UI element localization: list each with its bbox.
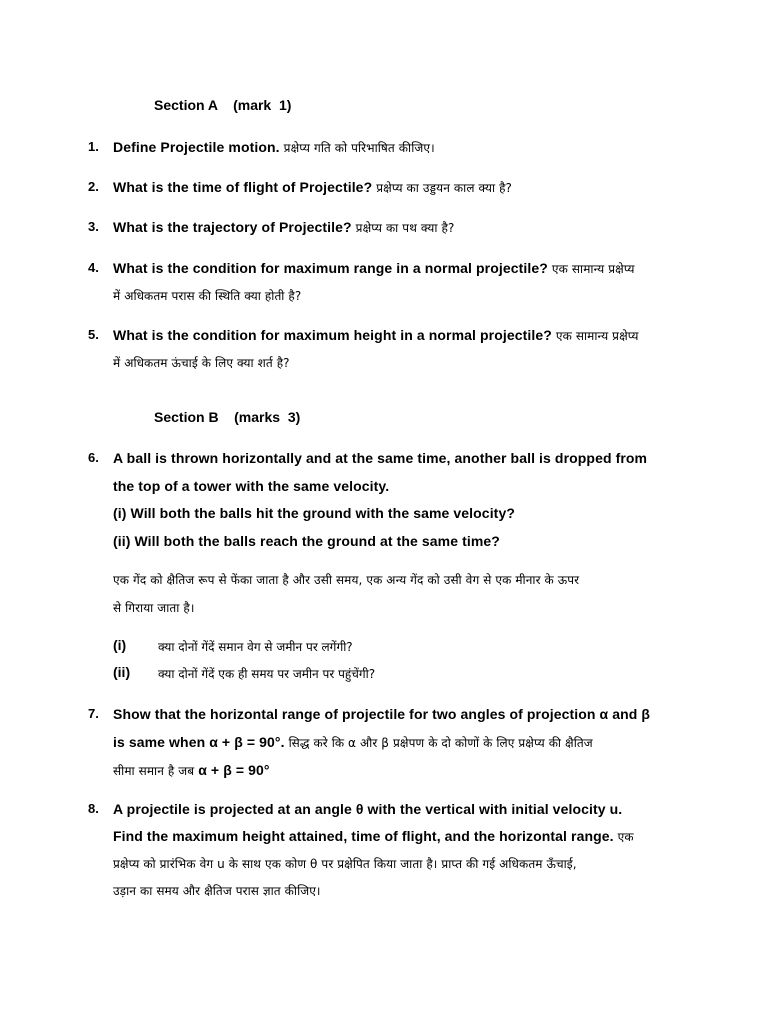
question-number: 4. — [88, 260, 99, 275]
question-formula: α + β = 90° — [198, 762, 270, 778]
question-text-en: A projectile is projected at an angle θ with the vertical with initial velocity u. — [113, 801, 623, 817]
section-b-heading: Section B (marks 3) — [154, 409, 301, 425]
section-a-heading: Section A (mark 1) — [154, 97, 292, 113]
question-text-en-cont: Find the maximum height attained, time of flight, and the horizontal range. — [113, 828, 614, 844]
question-text-hi: प्रक्षेप्य का उड्डयन काल क्या है? — [376, 181, 513, 195]
question-text-en: What is the condition for maximum range in a normal projectile? — [113, 260, 548, 276]
question-text-hi: सिद्ध करे कि α और β प्रक्षेपण के दो कोणों के लिए प्रक्षेप्य की क्षैतिज — [288, 736, 593, 750]
question-text-hi-cont: में अधिकतम परास की स्थिति क्या होती है? — [113, 289, 302, 303]
question-text-en: Show that the horizontal range of projectile for two angles of projection α and β — [113, 706, 651, 722]
question-text-hi-cont: सीमा समान है जब — [113, 764, 195, 778]
question-text-hi-cont: से गिराया जाता है। — [113, 601, 195, 615]
question-text-en: What is the condition for maximum height in a normal projectile? — [113, 327, 552, 343]
question-text-en-cont: is same when α + β = 90°. — [113, 734, 285, 750]
question-number: 5. — [88, 327, 99, 342]
question-number: 2. — [88, 179, 99, 194]
question-text-en: What is the time of flight of Projectile? — [113, 179, 373, 195]
sub-question-label: (ii) — [113, 664, 131, 680]
sub-question-label: (i) — [113, 637, 127, 653]
question-text-hi: एक सामान्य प्रक्षेप्य — [555, 329, 639, 343]
question-number: 6. — [88, 450, 99, 465]
question-number: 1. — [88, 139, 99, 154]
question-text-hi: एक सामान्य प्रक्षेप्य — [551, 262, 635, 276]
question-text-hi-cont: प्रक्षेप्य को प्रारंभिक वेग u के साथ एक कोण θ पर प्रक्षेपित किया जाता है। प्राप्त की गई अधिकतम ऊँचाई, — [113, 857, 577, 871]
question-text-hi-cont: में अधिकतम ऊंचाई के लिए क्या शर्त है? — [113, 356, 290, 370]
sub-question-ii-hi: क्या दोनों गेंदें एक ही समय पर जमीन पर पहुंचेंगी? — [158, 667, 376, 681]
question-text-hi-cont: उड़ान का समय और क्षैतिज परास ज्ञात कीजिए। — [113, 884, 321, 898]
question-number: 8. — [88, 801, 99, 816]
question-text-hi: एक — [617, 830, 634, 844]
question-text-hi: प्रक्षेप्य गति को परिभाषित कीजिए। — [283, 141, 435, 155]
question-number: 3. — [88, 219, 99, 234]
sub-question-i-en: (i) Will both the balls hit the ground with the same velocity? — [113, 505, 515, 521]
question-text-en-cont: the top of a tower with the same velocity. — [113, 478, 390, 494]
question-text-hi: एक गेंद को क्षैतिज रूप से फेंका जाता है और उसी समय, एक अन्य गेंद को उसी वेग से एक मीनार के ऊपर — [113, 573, 580, 587]
question-text-en: Define Projectile motion. — [113, 139, 280, 155]
question-text-en: What is the trajectory of Projectile? — [113, 219, 352, 235]
sub-question-ii-en: (ii) Will both the balls reach the ground at the same time? — [113, 533, 500, 549]
question-number: 7. — [88, 706, 99, 721]
question-text-hi: प्रक्षेप्य का पथ क्या है? — [355, 221, 455, 235]
sub-question-i-hi: क्या दोनों गेंदें समान वेग से जमीन पर लगेंगी? — [158, 640, 353, 654]
question-text-en: A ball is thrown horizontally and at the same time, another ball is dropped from — [113, 450, 648, 466]
